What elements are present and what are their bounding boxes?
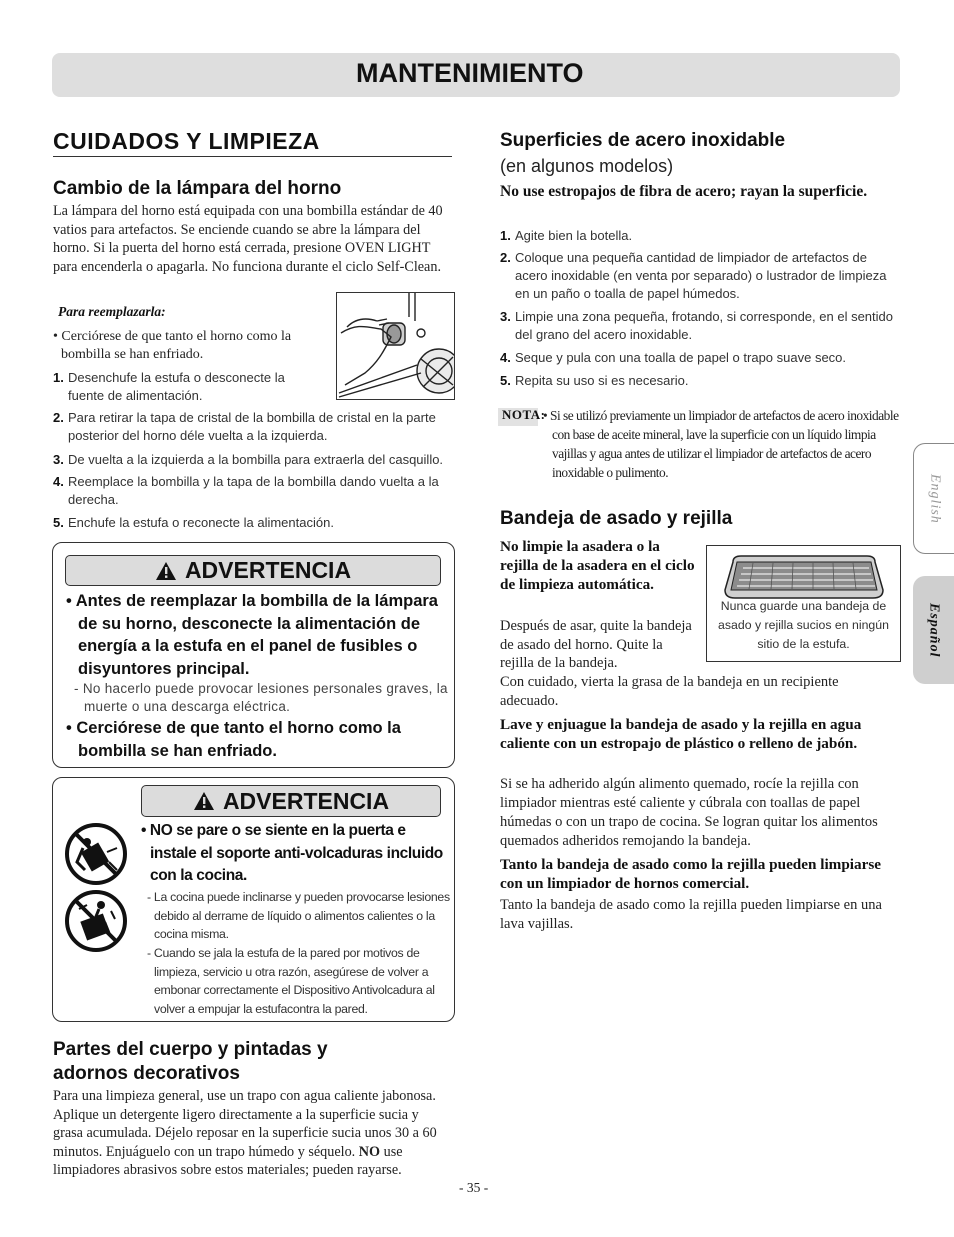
steel-step-3: 3. Limpie una zona pequeña, frotando, si corresponde, en el sentido del grano del acero inoxidable. [500,309,893,342]
warning-tip-consequence-2: - Cuando se jala la estufa de la pared por motivos de limpieza, servicio u otra razón, asegúrese de volver a embonar correctamente el Dispositivo Antivolcadura al volver a empujar la estufacontra la pared. [147,946,435,1016]
broiler-caption: Nunca guarde una bandeja de asado y rejilla sucios en ningún sitio de la estufa. [718,599,889,651]
lamp-step-4: 4. Reemplace la bombilla y la tapa de la bombilla dando vuelta a la derecha. [53,474,439,507]
page-number: - 35 - [459,1180,489,1195]
steel-caution: No use estropajos de fibra de acero; rayan la superficie. [500,183,868,200]
warning-lamp-bullet-1: • Antes de reemplazar la bombilla de la lámpara de su horno, desconecte la alimentación de energía a la estufa en el panel de fusibles o disyuntores principal. [66,592,438,678]
body-parts-heading-line-1: Partes del cuerpo y pintadas y [53,1039,328,1060]
broiler-text-3: Si se ha adherido algún alimento quemado, rocíe la rejilla con limpiador mientras esté caliente y cúbrala con toallas de papel húmedas o con un trapo de cocina. Se logran quitar los alimentos quemados adheridos remojando la bandeja. [500,776,878,849]
warning-lamp-consequence: - No hacerlo puede provocar lesiones personales graves, la muerte o una descarga eléctrica. [74,681,448,714]
warning-label-lamp: ADVERTENCIA [65,555,441,586]
broiler-text-2: Con cuidado, vierta la grasa de la bandeja en un recipiente adecuado. [500,674,839,709]
body-parts-warning-word: NO [358,1143,381,1160]
warning-tip-bullet: • NO se pare o se siente en la puerta e instale el soporte anti-volcaduras incluido con la cocina. [141,822,443,884]
tab-espanol[interactable]: Español [913,576,954,684]
steel-step-2: 2. Coloque una pequeña cantidad de limpiador de artefactos de acero inoxidable (en venta por separado) o lustrador de limpieza en un paño o toalla de papel húmedos. [500,250,887,301]
lamp-step-1: 1. Desenchufe la estufa o desconecte la fuente de alimentación. [53,370,285,403]
note-label: NOTA: [502,407,546,422]
broiler-text-1: Después de asar, quite la bandeja de asado del horno. Quite la rejilla de la bandeja. [500,618,692,671]
section-title: CUIDADOS Y LIMPIEZA [53,128,452,157]
steel-step-4: 4. Seque y pula con una toalla de papel o trapo suave seco. [500,350,847,365]
no-standing-on-door-icon [63,822,129,886]
lamp-subheading: Para reemplazarla: [58,304,166,319]
warning-lamp-bullet-2: • Cerciórese de que tanto el horno como la bombilla se han enfriado. [66,719,401,760]
warning-triangle-icon [155,561,177,581]
oven-lamp-icon [337,293,454,399]
broiler-pan-icon [723,554,885,602]
steel-heading: Superficies de acero inoxidable [500,130,786,151]
broiler-oven-cleaner: Tanto la bandeja de asado como la rejilla pueden limpiarse con un limpiador de hornos comercial. [500,856,881,892]
broiler-text-4: Tanto la bandeja de asado como la rejilla pueden limpiarse en una lava vajillas. [500,897,882,932]
note-text: • Si se utilizó previamente un limpiador de artefactos de acero inoxidable con base de aceite mineral, lave la superficie con un líquido limpia vajillas y agua antes de utilizar el limpiador de artefactos de acero inoxidable o pulimento. [543,408,899,480]
broiler-wash-instruction: Lave y enjuague la bandeja de asado y la rejilla en agua caliente con un estropajo de plástico o relleno de jabón. [500,716,862,752]
lamp-bullet: • Cerciórese de que tanto el horno como la bombilla se han enfriado. [53,329,292,362]
no-sitting-on-door-icon [63,889,129,953]
warning-label-tip: ADVERTENCIA [141,785,441,817]
lamp-intro: La lámpara del horno está equipada con una bombilla estándar de 40 vatios para artefactos. Se enciende cuando se abre la lámpara del horno. Si la puerta del horno está cerrada, presione OVEN LIGHT para encenderla o apagarla. No funciona durante el ciclo Self-Clean. [53,203,443,275]
lamp-step-3: 3. De vuelta a la izquierda a la bombilla para extraerla del casquillo. [53,452,444,467]
steel-step-1: 1. Agite bien la botella. [500,228,633,243]
broiler-heading: Bandeja de asado y rejilla [500,508,733,529]
steel-subheading: (en algunos modelos) [500,156,674,176]
broiler-warning: No limpie la asadera o la rejilla de la asadera en el ciclo de limpieza automática. [500,538,695,593]
body-parts-heading-line-2: adornos decorativos [53,1063,240,1084]
lamp-illustration [336,292,455,400]
lamp-heading: Cambio de la lámpara del horno [53,178,342,199]
tab-english[interactable]: English [913,443,954,554]
body-parts-text: Para una limpieza general, use un trapo con agua caliente jabonosa. Aplique un detergente ligero directamente a la superficie sucia y grasa acumulada. Déjelo reposar en la superficie sucia unos 30 a 60 minutos. Enjuáguelo con un trapo húmedo y séquelo. NO use limpiadores abrasivos sobre estos materiales; pueden rayarse. [53,1088,437,1178]
lamp-step-2: 2. Para retirar la tapa de cristal de la bombilla de cristal en la parte posterior del horno déle vuelta a la izquierda. [53,410,436,443]
warning-tip-consequence-1: - La cocina puede inclinarse y pueden provocarse lesiones debido al derrame de líquido o alimentos calientes o la cocina misma. [147,890,450,941]
warning-triangle-icon [193,791,215,811]
page-title: MANTENIMIENTO [356,58,584,88]
steel-step-5: 5. Repita su uso si es necesario. [500,373,689,388]
lamp-step-5: 5. Enchufe la estufa o reconecte la alimentación. [53,515,334,530]
broiler-illustration-box [706,545,901,662]
